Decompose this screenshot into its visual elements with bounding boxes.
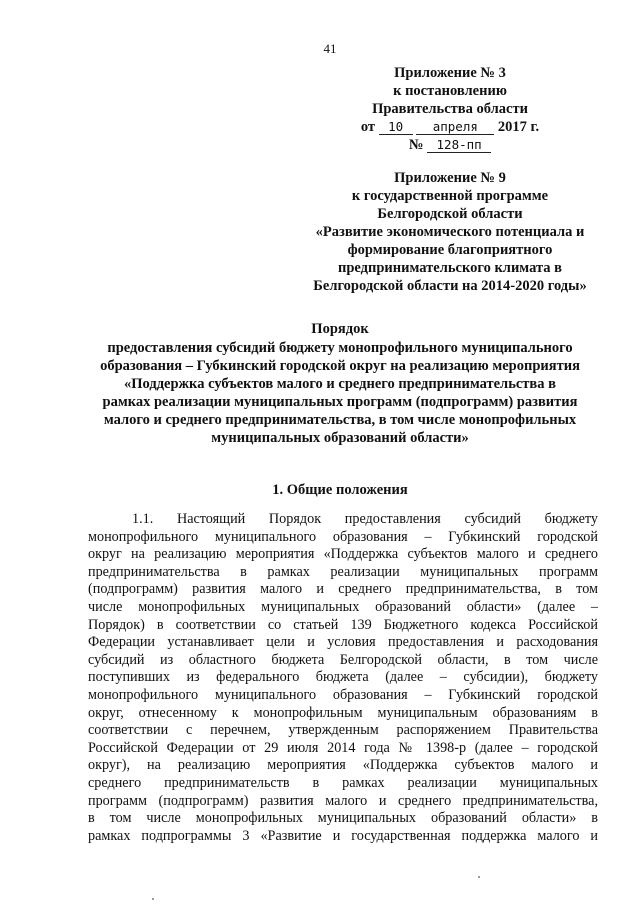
title-line: муниципальных образований области» [211,430,469,446]
paragraph-line: рамках подпрограммы 3 «Развитие и государственная поддержка малого и [88,827,598,844]
date-day: 10 [379,120,413,135]
number-value: 128-пп [427,138,491,153]
title-line: предоставления субсидий бюджету монопрофильного муниципального [107,340,573,356]
paragraph-line: монопрофильного муниципального образования – Губкинский городской [88,686,598,703]
appendix-3-header [300,64,600,154]
title-line: малого и среднего предпринимательства, в том числе монопрофильных [103,412,577,428]
title-line: рамках реализации муниципальных программ (подпрограмм) развития [102,394,578,410]
paragraph-line: числе монопрофильных муниципальных образований области» (далее – [88,598,598,615]
body-paragraph [88,511,598,845]
appendix-3-date [300,118,600,136]
section-title: 1. Общие положения [272,482,408,498]
appendix-9-line: Белгородской области [377,206,523,222]
paragraph-line: предпринимательства в рамках реализации муниципальных программ [88,563,598,580]
title-heading: Порядок [311,321,369,337]
date-year: 2017 г. [497,119,540,135]
paragraph-line: округ), на реализацию мероприятия «Поддержка субъектов малого и [88,757,598,774]
appendix-3-number [300,136,600,154]
number-prefix: № [408,137,424,153]
title-line: «Поддержка субъектов малого и среднего предпринимательства в [124,376,556,392]
appendix-3-line: Правительства области [372,101,528,117]
date-prefix: от [360,119,376,135]
appendix-3-line: к постановлению [393,83,507,99]
paragraph-line: Федерации устанавливает цели и условия предоставления и расходования [88,634,598,651]
paragraph-line: Порядок) в соответствии со статьей 139 Бюджетного кодекса Российской [88,616,598,633]
page-number: 41 [323,41,337,56]
scan-speck [478,876,480,878]
paragraph-line: поступивших из федерального бюджета (далее – субсидии), бюджету [88,669,598,686]
appendix-9-line: «Развитие экономического потенциала и [315,224,585,240]
appendix-9-header [290,169,610,295]
appendix-9-line: предпринимательского климата в [338,260,562,276]
document-title [80,320,600,447]
paragraph-line: Российской Федерации от 29 июля 2014 года № 1398-р (далее – городской [88,739,598,756]
appendix-3-line: Приложение № 3 [394,65,506,81]
paragraph-line: среднего предпринимательств в рамках реализации муниципальных [88,774,598,791]
paragraph-line: субсидий из областного бюджета Белгородской области, в том числе [88,651,598,668]
appendix-9-line: Приложение № 9 [394,170,506,186]
paragraph-line: монопрофильного муниципального образования – Губкинский городской [88,528,598,545]
paragraph-line: программ (подпрограмм) развития малого и среднего предпринимательства, [88,792,598,809]
appendix-9-line: формирование благоприятного [347,242,553,258]
paragraph-line: в том числе монопрофильных муниципальных образований области» в [88,810,598,827]
appendix-9-line: Белгородской области на 2014-2020 годы» [313,278,587,294]
title-line: образования – Губкинский городской округ на реализацию мероприятия [100,358,580,374]
scan-speck [152,898,154,900]
paragraph-line: округ, отнесенному к монопрофильным муниципальным образованиям в [88,704,598,721]
date-month: апреля [416,120,494,135]
appendix-9-line: к государственной программе [351,188,549,204]
paragraph-line: округ на реализацию мероприятия «Поддержка субъектов малого и среднего [88,546,598,563]
paragraph-line: 1.1. Настоящий Порядок предоставления субсидий бюджету [132,511,598,527]
paragraph-line: (подпрограмм) развития малого и среднего предпринимательства, в том [88,581,598,598]
paragraph-line: соответствии с перечнем, утвержденным распоряжением Правительства [88,722,598,739]
